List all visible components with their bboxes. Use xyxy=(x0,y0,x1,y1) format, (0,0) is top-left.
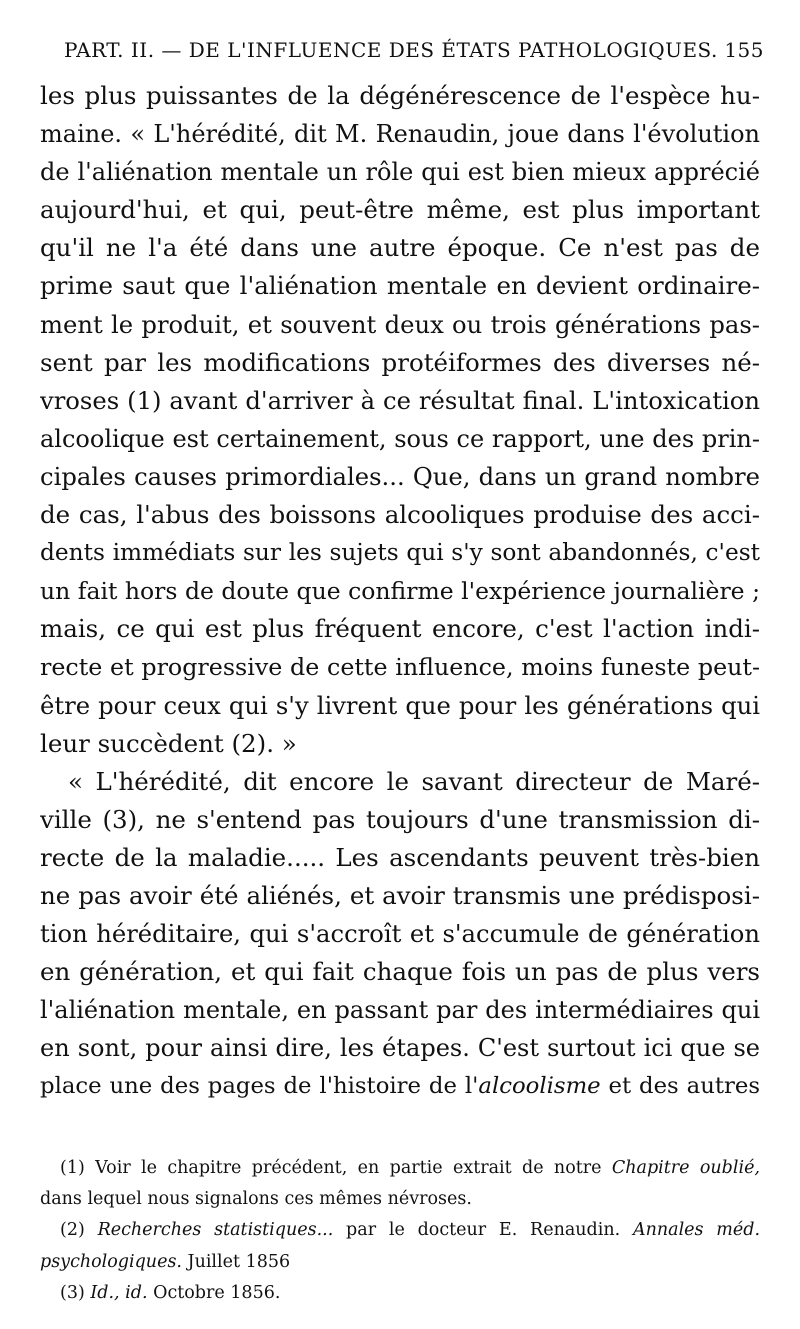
text-run: par le docteur E. Renaudin. xyxy=(333,1220,633,1241)
body-line: l'aliénation mentale, en passant par des intermédiaires qui xyxy=(40,996,760,1025)
body-line: cipales causes primordiales... Que, dans un grand nombre xyxy=(40,461,760,491)
body-line: ne pas avoir été aliénés, et avoir transmis une prédisposi- xyxy=(40,880,760,910)
body-line: prime saut que l'aliénation mentale en devient ordinaire- xyxy=(40,271,760,301)
body-line: tion héréditaire, qui s'accroît et s'accumule de génération xyxy=(40,919,760,949)
text-run: (1) Voir le chapitre précédent, en partie extrait de notre xyxy=(60,1158,612,1178)
body-line: de l'aliénation mentale un rôle qui est bien mieux apprécié xyxy=(40,158,760,187)
text-run: Octobre 1856. xyxy=(147,1282,281,1303)
body-line: être pour ceux qui s'y livrent que pour les générations qui xyxy=(40,690,760,720)
italic-journal: psychologiques. xyxy=(40,1251,182,1272)
body-line: dents immédiats sur les sujets qui s'y sont abandonnés, c'est xyxy=(40,539,760,567)
footnote-1-line-1 xyxy=(40,1153,760,1184)
body-line: alcoolique est certainement, sous ce rapport, une des prin- xyxy=(40,424,760,453)
page-number: 155 xyxy=(724,38,764,62)
italic-title: Chapitre oublié, xyxy=(611,1158,760,1178)
footnote-2-line-2 xyxy=(40,1247,760,1278)
footnote-1-line-2: dans lequel nous signalons ces mêmes névroses. xyxy=(40,1189,472,1210)
body-line: ville (3), ne s'entend pas toujours d'une transmission di- xyxy=(40,804,760,834)
italic-journal: Annales méd. xyxy=(632,1220,760,1241)
italic-ref: Id., id. xyxy=(90,1282,148,1303)
body-line: aujourd'hui, et qui, peut-être même, est plus important xyxy=(40,195,760,225)
body-text xyxy=(40,77,760,1106)
body-line: sent par les modifications protéiformes des diverses né- xyxy=(40,347,760,377)
text-run: Juillet 1856 xyxy=(181,1251,291,1272)
text-run: (2) xyxy=(60,1220,98,1241)
body-line: ment le produit, et souvent deux ou trois générations pas- xyxy=(40,309,760,339)
body-line: « L'hérédité, dit encore le savant directeur de Maré- xyxy=(68,766,760,796)
body-line: vroses (1) avant d'arriver à ce résultat final. L'intoxication xyxy=(40,385,760,415)
footnote-2-line-1 xyxy=(40,1215,760,1246)
italic-term: alcoolisme xyxy=(478,1073,601,1100)
body-line: maine. « L'hérédité, dit M. Renaudin, joue dans l'évolution xyxy=(40,120,760,149)
body-line-last xyxy=(40,1067,760,1105)
running-header xyxy=(64,36,764,64)
body-line: mais, ce qui est plus fréquent encore, c'est l'action indi- xyxy=(40,614,760,644)
footnote-3 xyxy=(40,1278,760,1309)
body-line: qu'il ne l'a été dans une autre époque. Ce n'est pas de xyxy=(40,233,760,263)
body-line: en génération, et qui fait chaque fois un pas de plus vers xyxy=(40,957,760,987)
body-line: en sont, pour ainsi dire, les étapes. C'est surtout ici que se xyxy=(40,1034,760,1063)
text-run: (3) xyxy=(60,1282,91,1303)
running-title: PART. II. — DE L'INFLUENCE DES ÉTATS PATHOLOGIQUES. xyxy=(64,38,718,62)
body-line: un fait hors de doute que confirme l'expérience journalière ; xyxy=(40,577,760,606)
body-line: leur succèdent (2). » xyxy=(40,728,297,758)
italic-title: Recherches statistiques... xyxy=(97,1220,334,1241)
footnotes xyxy=(40,1153,760,1309)
body-line: de cas, l'abus des boissons alcooliques produise des acci- xyxy=(40,500,760,530)
text-run: place une des pages de l'histoire de l' xyxy=(40,1073,479,1100)
body-line: recte de la maladie..... Les ascendants peuvent très-bien xyxy=(40,842,760,872)
text-run: et des autres xyxy=(600,1073,760,1100)
body-line: les plus puissantes de la dégénérescence de l'espèce hu- xyxy=(40,81,760,110)
body-line: recte et progressive de cette influence, moins funeste peut- xyxy=(40,653,760,682)
